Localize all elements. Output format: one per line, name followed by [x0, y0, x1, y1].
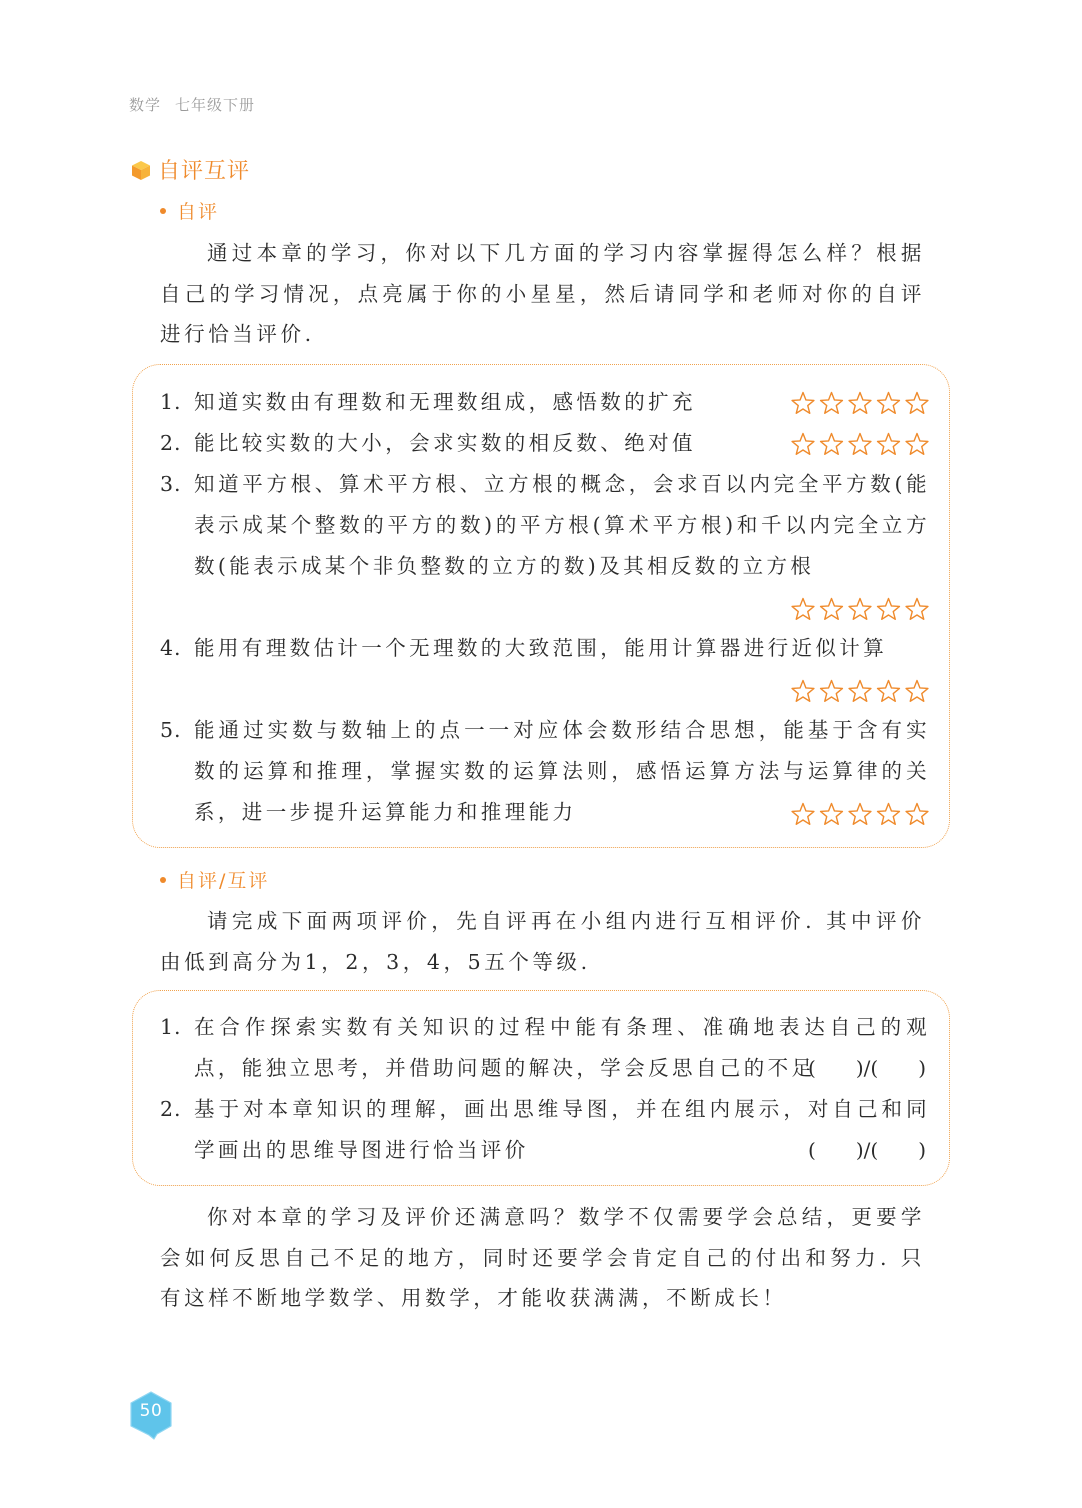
section-title-text: 自评互评: [158, 159, 251, 184]
self-eval-item-5: [160, 710, 930, 833]
item-number: 2.: [160, 431, 182, 455]
item-text: 知道实数由有理数和无理数组成，感悟数的扩充: [194, 390, 696, 414]
stars-svg: [790, 390, 930, 416]
stars-svg: [790, 801, 930, 827]
star-icon[interactable]: [792, 599, 814, 620]
star-rating[interactable]: [790, 596, 930, 622]
star-icon[interactable]: [849, 681, 871, 702]
item-number: 5.: [160, 718, 182, 742]
self-eval-item-3: [160, 464, 930, 587]
star-icon[interactable]: [906, 434, 928, 455]
self-eval-heading: [160, 197, 219, 224]
star-icon[interactable]: [849, 393, 871, 414]
item-text: 在合作探索实数有关知识的过程中能有条理、准确地表达自己的观点，能独立思考，并借助问题的解决，学会反思自己的不足: [194, 1015, 930, 1080]
self-eval-intro: 通过本章的学习，你对以下几方面的学习内容掌握得怎么样？根据自己的学习情况，点亮属于你的小星星，然后请同学和老师对你的自评进行恰当评价.: [160, 241, 925, 346]
rating-blank[interactable]: ( )/( ): [808, 1056, 926, 1080]
stars-svg: [790, 678, 930, 704]
peer-eval-item-2: [160, 1089, 930, 1171]
star-icon[interactable]: [906, 681, 928, 702]
star-icon[interactable]: [878, 681, 900, 702]
star-icon[interactable]: [878, 393, 900, 414]
star-icon[interactable]: [906, 599, 928, 620]
peer-eval-heading: [160, 866, 269, 893]
star-icon[interactable]: [906, 393, 928, 414]
star-icon[interactable]: [878, 599, 900, 620]
star-icon[interactable]: [792, 681, 814, 702]
peer-eval-heading-text: 自评/互评: [177, 870, 270, 892]
item-number: 1.: [160, 1015, 182, 1039]
star-icon[interactable]: [849, 804, 871, 825]
self-eval-item-1: [160, 382, 930, 423]
section-title: [130, 154, 250, 185]
item-number: 2.: [160, 1097, 182, 1121]
item-text: 能用有理数估计一个无理数的大致范围，能用计算器进行近似计算: [194, 636, 888, 660]
self-eval-item-4: [160, 628, 930, 669]
self-eval-item-2: [160, 423, 930, 464]
running-header: [129, 94, 255, 115]
item-number: 3.: [160, 472, 182, 496]
star-icon[interactable]: [792, 393, 814, 414]
star-rating[interactable]: [790, 431, 930, 457]
star-rating[interactable]: [790, 678, 930, 704]
star-icon[interactable]: [821, 434, 843, 455]
item-number: 1.: [160, 390, 182, 414]
star-icon[interactable]: [878, 434, 900, 455]
star-icon[interactable]: [906, 804, 928, 825]
self-eval-heading-text: 自评: [177, 201, 220, 223]
star-icon[interactable]: [821, 599, 843, 620]
header-subject: 数学: [129, 96, 162, 114]
star-icon[interactable]: [792, 434, 814, 455]
stars-svg: [790, 596, 930, 622]
peer-eval-item-1: [160, 1007, 930, 1089]
star-rating[interactable]: [790, 801, 930, 827]
header-book: 七年级下册: [175, 96, 256, 114]
stars-svg: [790, 431, 930, 457]
star-rating[interactable]: [790, 390, 930, 416]
star-icon[interactable]: [821, 393, 843, 414]
bullet-dot: [160, 877, 166, 883]
star-icon[interactable]: [821, 804, 843, 825]
closing-paragraph: 你对本章的学习及评价还满意吗？数学不仅需要学会总结，更要学会如何反思自己不足的地方，同时还要学会肯定自己的付出和努力. 只有这样不断地学数学、用数学，才能收获满满，不断成长！: [160, 1205, 925, 1310]
item-text: 知道平方根、算术平方根、立方根的概念，会求百以内完全平方数(能表示成某个整数的平方的数)的平方根(算术平方根)和千以内完全立方数(能表示成某个非负整数的立方的数)及其相反数的立方根: [194, 472, 930, 578]
item-text: 基于对本章知识的理解，画出思维导图，并在组内展示，对自己和同学画出的思维导图进行恰当评价: [194, 1097, 930, 1162]
item-text: 能通过实数与数轴上的点一一对应体会数形结合思想，能基于含有实数的运算和推理，掌握实数的运算法则，感悟运算方法与运算律的关系，进一步提升运算能力和推理能力: [194, 718, 930, 824]
page-number-badge: [127, 1390, 175, 1438]
bullet-dot: [160, 208, 166, 214]
star-icon[interactable]: [792, 804, 814, 825]
item-number: 4.: [160, 636, 182, 660]
star-icon[interactable]: [849, 599, 871, 620]
star-icon[interactable]: [849, 434, 871, 455]
item-text: 能比较实数的大小，会求实数的相反数、绝对值: [194, 431, 696, 455]
star-icon[interactable]: [821, 681, 843, 702]
star-icon[interactable]: [878, 804, 900, 825]
rating-blank[interactable]: ( )/( ): [808, 1138, 926, 1162]
cube-icon: [130, 159, 152, 181]
page-number: 50: [139, 1401, 163, 1421]
peer-eval-intro: 请完成下面两项评价，先自评再在小组内进行互相评价. 其中评价由低到高分为1，2，3，4，5五个等级.: [160, 909, 925, 974]
